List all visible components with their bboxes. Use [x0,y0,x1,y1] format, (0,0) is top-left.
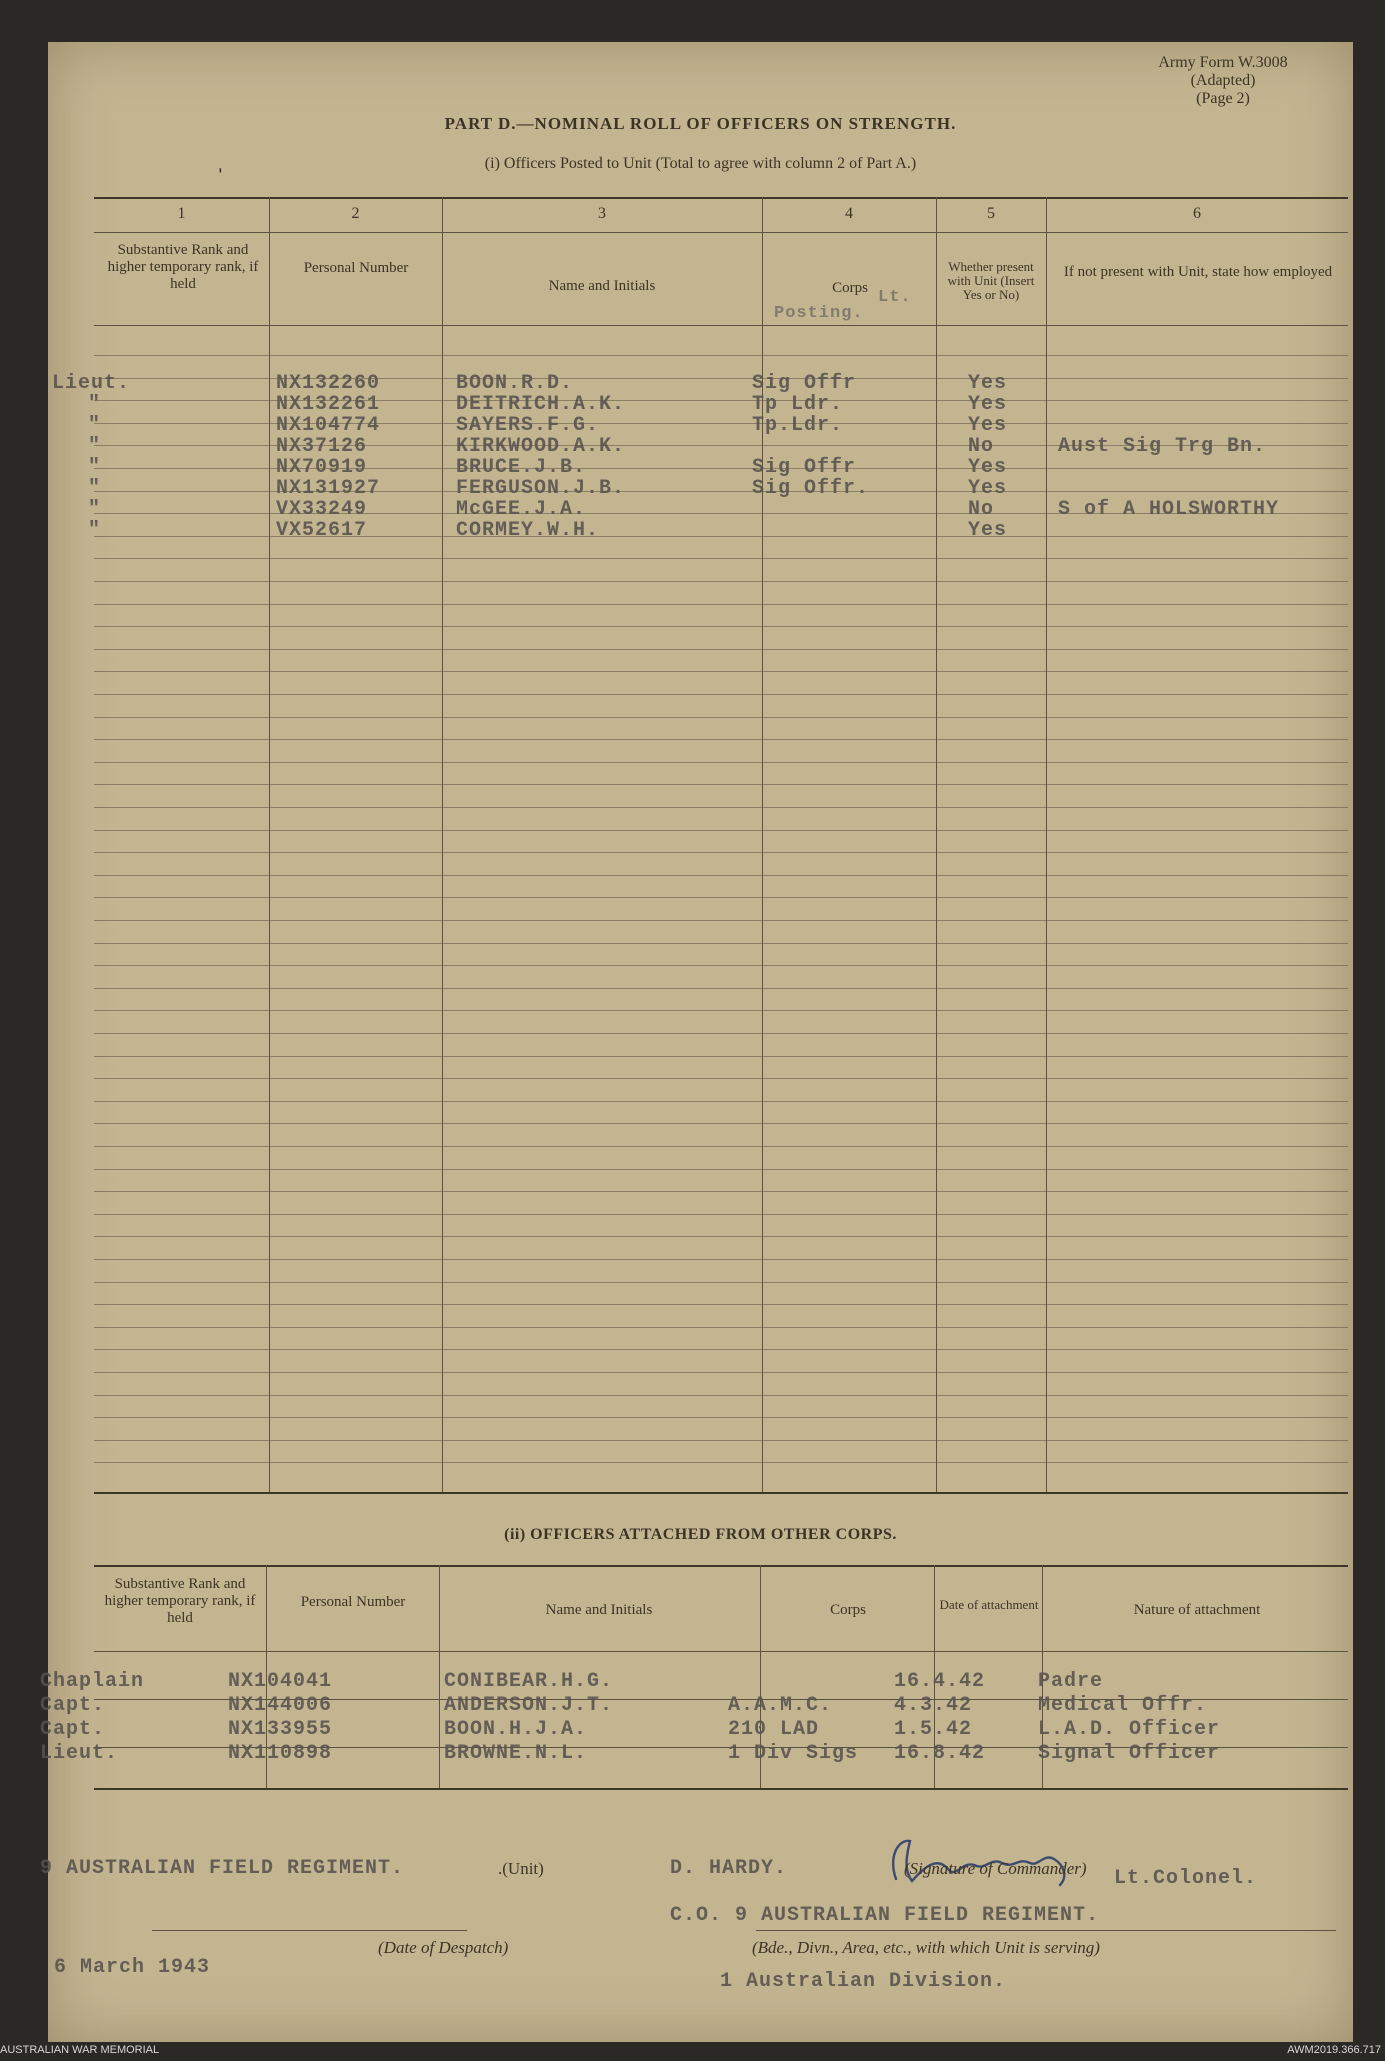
ruled-line [94,1327,1348,1328]
ruled-line [94,920,1348,921]
roll-cell-present: Yes [968,414,1008,437]
roll-cell-rank: " [88,456,102,479]
part-ii-title: (ii) OFFICERS ATTACHED FROM OTHER CORPS. [504,1526,897,1543]
column-divider [936,197,937,1492]
header-nature: Nature of attachment [1133,1602,1261,1618]
column-number: 2 [351,205,360,222]
form-adapted: (Adapted) [1190,72,1256,89]
ruled-line [94,875,1348,876]
attached-cell-corps: 1 Div Sigs [728,1742,859,1765]
ruled-line [94,1010,1348,1011]
part-d-title: PART D.—NOMINAL ROLL OF OFFICERS ON STRENGTH. [444,114,957,133]
roll-cell-number: NX37126 [276,435,368,458]
table-top-rule [94,197,1348,199]
pen-mark: ˈ [216,164,225,193]
column-number: 1 [177,205,186,222]
column-number: 3 [598,205,606,222]
credit-right: AWM2019.366.717 [1287,2044,1381,2056]
table-bottom-rule [94,1492,1348,1494]
roll-cell-name: McGEE.J.A. [456,498,587,521]
attached-cell-name: BOON.H.J.A. [444,1718,588,1741]
ruled-line [94,1440,1348,1441]
roll-cell-number: NX132261 [276,393,381,416]
date-rule [152,1930,467,1931]
column-number: 6 [1193,205,1201,222]
attached-cell-rank: Capt. [40,1718,106,1741]
header-employment: If not present with Unit, state how employed [1063,264,1333,280]
ruled-line [94,1056,1348,1057]
attached-cell-date: 4.3.42 [894,1694,973,1717]
ruled-line [94,988,1348,989]
roll-cell-name: DEITRICH.A.K. [456,393,626,416]
header-date: Date of attachment [939,1597,1039,1612]
roll-cell-present: Yes [968,393,1008,416]
ruled-line [94,897,1348,898]
date-label: (Date of Despatch) [378,1938,509,1957]
formation-rule [756,1930,1336,1931]
signature-label: (Signature of Commander) [904,1859,1087,1878]
ruled-line [94,1349,1348,1350]
attached-cell-nature: Medical Offr. [1038,1694,1208,1717]
roll-cell-name: KIRKWOOD.A.K. [456,435,626,458]
ruled-line [94,694,1348,695]
attached-cell-name: CONIBEAR.H.G. [444,1670,614,1693]
roll-cell-corps: Sig Offr. [752,477,870,500]
ruled-line [94,1236,1348,1237]
ruled-line [94,1123,1348,1124]
header-bottom-rule [94,325,1348,326]
ruled-line [94,739,1348,740]
attached-cell-name: ANDERSON.J.T. [444,1694,614,1717]
ruled-line [94,558,1348,559]
roll-cell-present: Yes [968,372,1008,395]
ruled-line [94,1214,1348,1215]
ruled-line [94,1191,1348,1192]
ruled-line [94,604,1348,605]
ruled-line [94,355,1348,356]
header-name: Name and Initials [545,1602,653,1618]
table-top-rule [94,1565,1348,1567]
header-corps: Corps [830,1602,866,1618]
form-page-number: (Page 2) [1196,90,1250,107]
roll-cell-present: Yes [968,456,1008,479]
ruled-line [94,965,1348,966]
ruled-line [94,943,1348,944]
roll-cell-name: BOON.R.D. [456,372,574,395]
ruled-line [94,1395,1348,1396]
attached-cell-corps: 210 LAD [728,1718,820,1741]
ruled-line [94,649,1348,650]
unit-name: 9 AUSTRALIAN FIELD REGIMENT. [40,1857,405,1880]
roll-cell-number: NX104774 [276,414,381,437]
ruled-line [94,626,1348,627]
ruled-line [94,1169,1348,1170]
attached-cell-number: NX104041 [228,1670,333,1693]
attached-cell-rank: Capt. [40,1694,106,1717]
attached-cell-number: NX110898 [228,1742,333,1765]
attached-cell-number: NX133955 [228,1718,333,1741]
column-number: 5 [987,205,995,222]
ruled-line [94,1462,1348,1463]
commander-rank: Lt.Colonel. [1114,1867,1258,1890]
header-bottom-rule [94,1651,1348,1652]
roll-cell-employed: Aust Sig Trg Bn. [1058,435,1267,458]
form-identifier [1108,54,1338,108]
header-name: Name and Initials [548,278,656,294]
commander-appointment: C.O. 9 AUSTRALIAN FIELD REGIMENT. [670,1904,1100,1927]
roll-cell-corps: Tp Ldr. [752,393,844,416]
roll-cell-name: BRUCE.J.B. [456,456,587,479]
form-page [40,42,1353,2042]
ruled-line [94,1417,1348,1418]
roll-cell-rank: " [88,519,102,542]
attached-cell-rank: Lieut. [40,1742,119,1765]
column-divider [442,197,443,1492]
header-present: Whether present with Unit (Insert Yes or No) [947,259,1035,302]
roll-cell-corps: Sig Offr [752,456,857,479]
unit-label: .(Unit) [498,1859,544,1878]
ruled-line [94,762,1348,763]
ruled-line [94,1259,1348,1260]
roll-cell-rank: Lieut. [52,372,131,395]
column-divider [1046,197,1047,1492]
roll-cell-name: CORMEY.W.H. [456,519,600,542]
table-bottom-rule [94,1788,1348,1790]
ruled-line [94,671,1348,672]
roll-cell-number: VX52617 [276,519,368,542]
ruled-line [94,1372,1348,1373]
army-form-number: Army Form W.3008 [1158,54,1288,71]
column-number: 4 [845,205,853,222]
attached-cell-nature: L.A.D. Officer [1038,1718,1221,1741]
ruled-line [94,852,1348,853]
roll-cell-present: Yes [968,519,1008,542]
roll-cell-number: NX70919 [276,456,368,479]
credit-left: AUSTRALIAN WAR MEMORIAL [0,2044,160,2056]
ruled-line [94,1101,1348,1102]
roll-cell-rank: " [88,435,102,458]
formation-name: 1 Australian Division. [720,1970,1007,1993]
ruled-line [94,1078,1348,1079]
roll-cell-corps: Sig Offr [752,372,857,395]
attached-cell-date: 16.4.42 [894,1670,986,1693]
ruled-line [94,1146,1348,1147]
attached-cell-date: 1.5.42 [894,1718,973,1741]
ruled-line [94,581,1348,582]
ruled-line [94,784,1348,785]
corps-annotation: Lt. [878,288,912,307]
header-corps: Corps [832,280,868,296]
roll-cell-rank: " [88,414,102,437]
roll-cell-number: NX132260 [276,372,381,395]
roll-cell-rank: " [88,498,102,521]
header-rank: Substantive Rank and higher temporary rank, if held [104,1576,256,1626]
roll-cell-name: SAYERS.F.G. [456,414,600,437]
roll-cell-rank: " [88,477,102,500]
roll-cell-name: FERGUSON.J.B. [456,477,626,500]
attached-cell-nature: Padre [1038,1670,1104,1693]
roll-cell-present: No [968,498,995,521]
roll-cell-corps: Tp.Ldr. [752,414,844,437]
ruled-line [94,807,1348,808]
despatch-date: 6 March 1943 [54,1956,211,1979]
roll-cell-employed: S of A HOLSWORTHY [1058,498,1280,521]
ruled-line [94,1282,1348,1283]
attached-cell-number: NX144006 [228,1694,333,1717]
part-d-subtitle: (i) Officers Posted to Unit (Total to agree with column 2 of Part A.) [484,155,917,172]
column-divider [439,1565,440,1788]
roll-cell-number: VX33249 [276,498,368,521]
roll-cell-present: No [968,435,995,458]
attached-cell-corps: A.A.M.C. [728,1694,833,1717]
formation-label: (Bde., Divn., Area, etc., with which Unit is serving) [752,1938,1100,1957]
ruled-line [94,830,1348,831]
attached-cell-nature: Signal Officer [1038,1742,1221,1765]
ruled-line [94,717,1348,718]
roll-cell-number: NX131927 [276,477,381,500]
roll-cell-present: Yes [968,477,1008,500]
column-divider [269,197,270,1492]
roll-cell-rank: " [88,393,102,416]
attached-cell-rank: Chaplain [40,1670,145,1693]
header-rank: Substantive Rank and higher temporary rank, if held [107,242,259,292]
commander-name: D. HARDY. [670,1857,788,1880]
corps-annotation: Posting. [774,304,864,323]
ruled-line [94,1304,1348,1305]
attached-cell-date: 16.8.42 [894,1742,986,1765]
header-personal-number: Personal Number [303,260,409,276]
header-personal-number: Personal Number [300,1594,406,1610]
attached-cell-name: BROWNE.N.L. [444,1742,588,1765]
ruled-line [94,1033,1348,1034]
column-number-rule [94,232,1348,233]
